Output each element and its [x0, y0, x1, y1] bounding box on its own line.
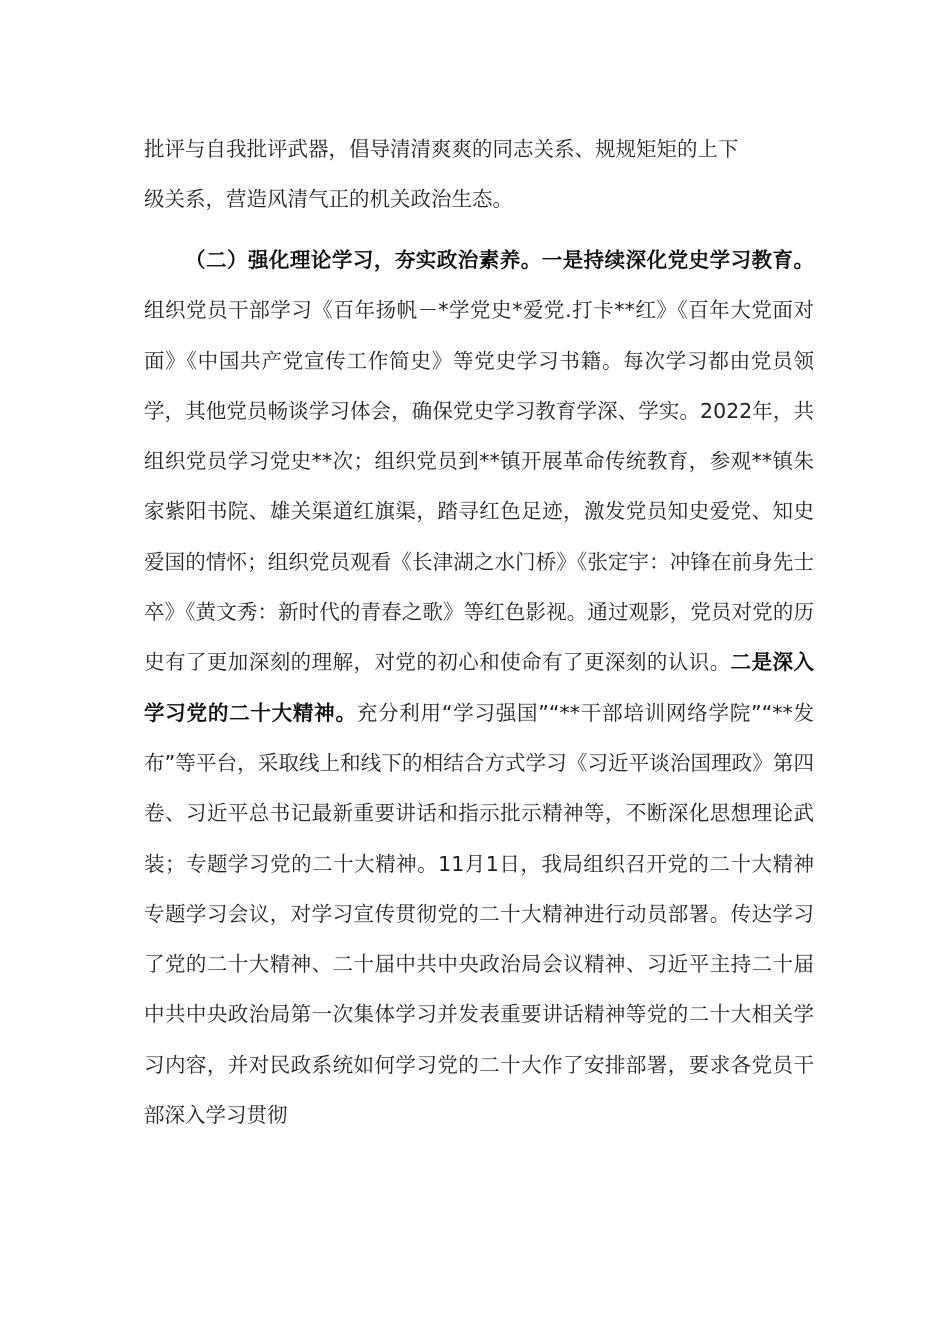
section-two-paragraph [144, 235, 814, 1140]
point-one-body: 组织党员干部学习《百年扬帆－*学党史*爱党.打卡**红》《百年大党面对面》《中国共产党宣传工作简史》等党史学习书籍。每次学习都由党员领学，其他党员畅谈学习体会，确保党史学习教育学深、学实。2022年，共组织党员学习党史**次；组织党员到**镇开展革命传统教育，参观**镇朱家紫阳书院、雄关渠道红旗渠，踏寻红色足迹，激发党员知史爱党、知史爱国的情怀；组织党员观看《长津湖之水门桥》《张定宇：冲锋在前身先士卒》《黄文秀：新时代的青春之歌》等红色影视。通过观影，党员对党的历史有了更加深刻的理解，对党的初心和使命有了更深刻的认识。 [144, 298, 814, 675]
continued-paragraph [144, 124, 814, 225]
point-two-title: 二是深入学习党的二十大精神。 [144, 650, 815, 725]
point-one-title: 一是持续深化党史学习教育。 [541, 248, 815, 272]
paragraph-line: 级关系，营造风清气正的机关政治生态。 [144, 187, 513, 212]
paragraph-line: 批评与自我批评武器，倡导清清爽爽的同志关系、规规矩矩的上下 [144, 137, 739, 161]
section-heading: （二）强化理论学习，夯实政治素养。 [185, 248, 542, 272]
point-two-body: 充分利用“学习强国”“**干部培训网络学院”“**发布”等平台，采取线上和线下的相结合方式学习《习近平谈治国理政》第四卷、习近平总书记最新重要讲话和指示批示精神等，不断深化思想理论武装；专题学习党的二十大精神。11月1日，我局组织召开党的二十大精神专题学习会议，对学习宣传贯彻党的二十大精神进行动员部署。传达学习了党的二十大精神、二十届中共中央政治局会议精神、习近平主持二十届中共中央政治局第一次集体学习并发表重要讲话精神等党的二十大相关学习内容，并对民政系统如何学习党的二十大作了安排部署，要求各党员干部深入学习贯彻 [144, 700, 815, 1128]
